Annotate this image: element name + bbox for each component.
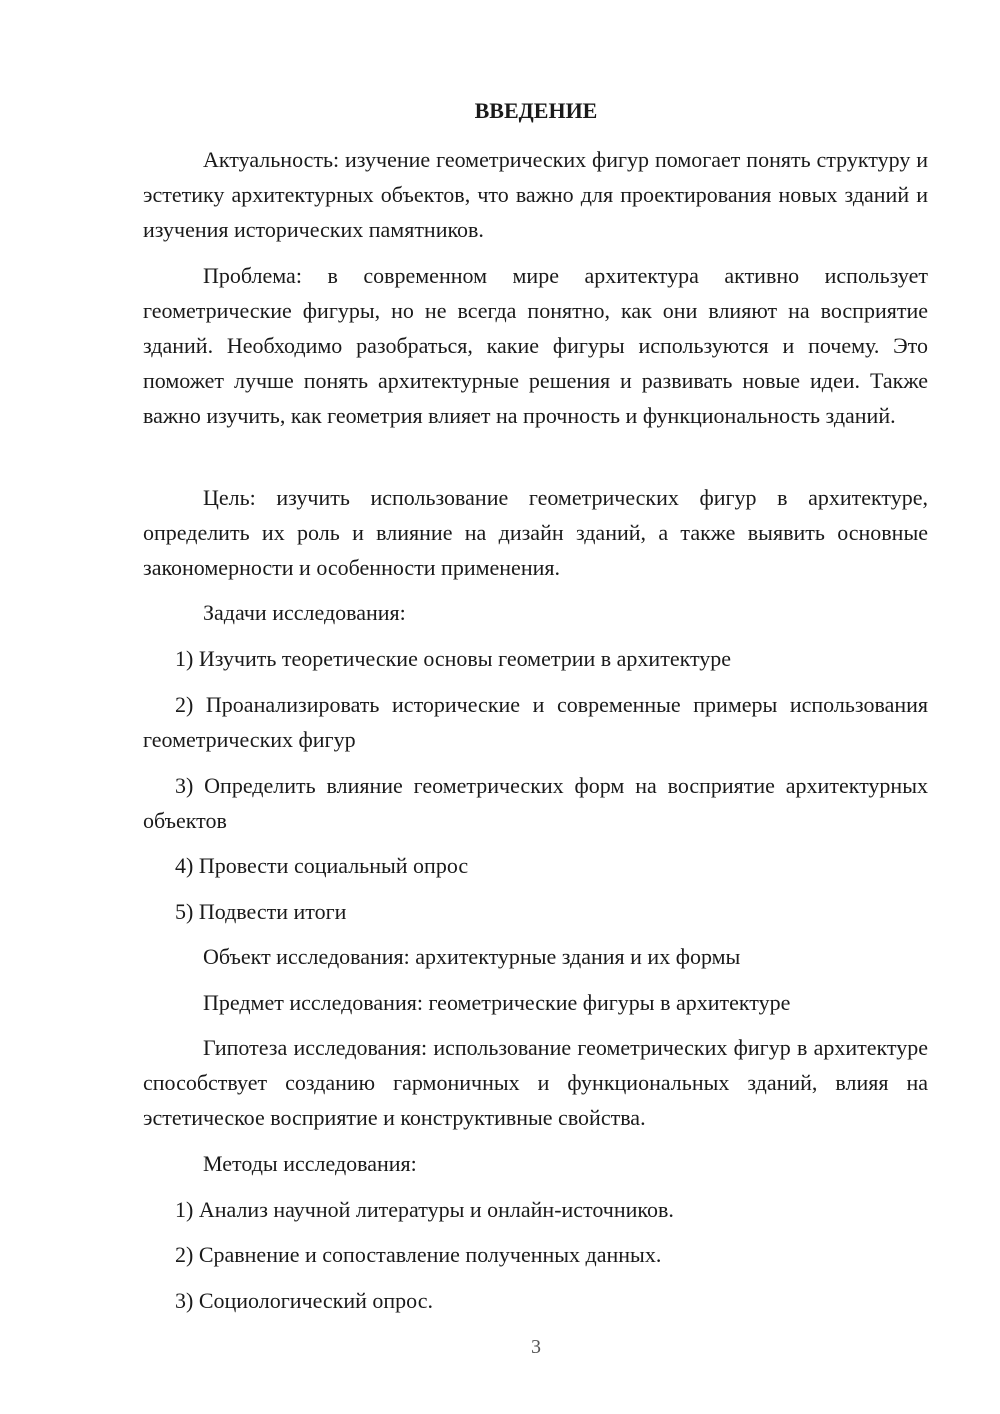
paragraph-subject: Предмет исследования: геометрические фигуры в архитектуре [203,990,791,1015]
task-item-4: 4) Провести социальный опрос [175,853,469,878]
paragraph-relevance: Актуальность: изучение геометрических фигур помогает понять структуру и эстетику архитектурных объектов, что важно для проектирования новых зданий и изучения исторических памятников. [143,147,928,242]
tasks-heading: Задачи исследования: [203,600,406,625]
method-item-2: 2) Сравнение и сопоставление полученных данных. [175,1242,662,1267]
paragraph-goal: Цель: изучить использование геометрических фигур в архитектуре, определить их роль и влияние на дизайн зданий, а также выявить основные закономерности и особенности применения. [143,485,928,580]
methods-heading: Методы исследования: [203,1151,417,1176]
method-item-1: 1) Анализ научной литературы и онлайн-источников. [175,1197,674,1222]
paragraph-object: Объект исследования: архитектурные здания и их формы [203,944,741,969]
task-item-2: 2) Проанализировать исторические и современные примеры использования геометрических фигур [143,692,928,752]
task-item-1: 1) Изучить теоретические основы геометрии в архитектуре [175,646,732,671]
section-heading: ВВЕДЕНИЕ [474,98,598,123]
task-item-3: 3) Определить влияние геометрических форм на восприятие архитектурных объектов [143,773,928,833]
method-item-3: 3) Социологический опрос. [175,1288,433,1313]
paragraph-hypothesis: Гипотеза исследования: использование геометрических фигур в архитектуре способствует созданию гармоничных и функциональных зданий, влияя на эстетическое восприятие и конструктивные свойства. [143,1035,928,1130]
task-item-5: 5) Подвести итоги [175,899,347,924]
paragraph-problem: Проблема: в современном мире архитектура активно использует геометрические фигуры, но не всегда понятно, как они влияют на восприятие зданий. Необходимо разобраться, какие фигуры используются и почему. Это поможет лучше понять архитектурные решения и развивать новые идеи. Также важно изучить, как геометрия влияет на прочность и функциональность зданий. [143,263,928,428]
page-number: 3 [531,1336,541,1358]
